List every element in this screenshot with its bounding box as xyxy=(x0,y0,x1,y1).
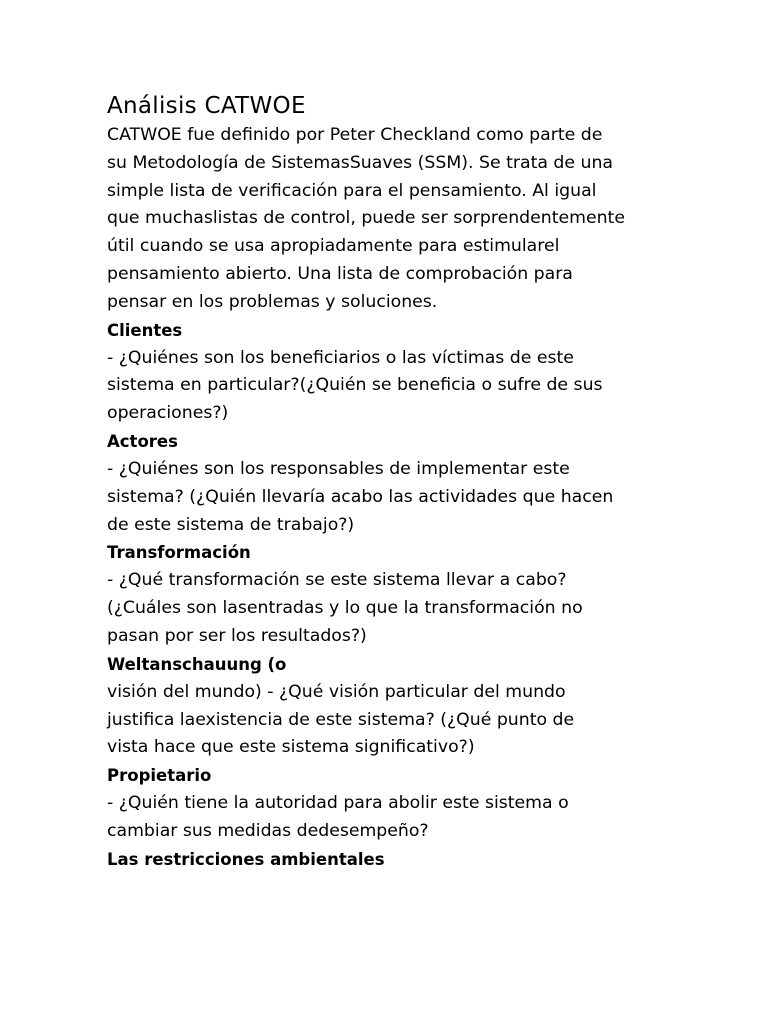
intro-line: simple lista de verificación para el pensamiento. Al igual xyxy=(107,180,597,201)
section-heading: Transformación xyxy=(107,543,251,563)
section-actores xyxy=(107,428,667,539)
section-line: - ¿Quiénes son los beneficiarios o las víctimas de este xyxy=(107,347,574,368)
section-heading: Weltanschauung (o xyxy=(107,654,287,674)
section-line: vista hace que este sistema significativo?) xyxy=(107,737,475,758)
section-line: visión del mundo) - ¿Qué visión particular del mundo xyxy=(107,681,566,702)
section-line: - ¿Quiénes son los responsables de implementar este xyxy=(107,458,570,479)
section-text xyxy=(107,679,667,762)
section-line: cambiar sus medidas dedesempeño? xyxy=(107,820,429,841)
intro-line: pensar en los problemas y soluciones. xyxy=(107,291,438,312)
section-text xyxy=(107,790,667,846)
section-heading: Clientes xyxy=(107,320,183,340)
intro-line: que muchaslistas de control, puede ser sorprendentemente xyxy=(107,208,625,229)
section-heading: Actores xyxy=(107,431,178,451)
document-title: Análisis CATWOE xyxy=(107,93,306,119)
section-text xyxy=(107,567,667,650)
section-line: (¿Cuáles son lasentradas y lo que la transformación no xyxy=(107,598,583,619)
document-body xyxy=(107,90,667,874)
section-line: - ¿Qué transformación se este sistema llevar a cabo? xyxy=(107,570,567,591)
section-heading: Propietario xyxy=(107,766,212,786)
intro-line: su Metodología de SistemasSuaves (SSM). Se trata de una xyxy=(107,152,614,173)
section-line: pasan por ser los resultados?) xyxy=(107,625,367,646)
section-transformacion xyxy=(107,539,667,650)
section-weltanschauung xyxy=(107,651,667,762)
section-line: operaciones?) xyxy=(107,403,229,424)
intro-paragraph xyxy=(107,122,667,317)
section-clientes xyxy=(107,317,667,428)
section-text xyxy=(107,345,667,428)
intro-line: CATWOE fue definido por Peter Checkland como parte de xyxy=(107,125,603,145)
section-text xyxy=(107,456,667,539)
intro-line: pensamiento abierto. Una lista de comprobación para xyxy=(107,263,573,284)
section-heading: Las restricciones ambientales xyxy=(107,849,385,869)
intro-line: útil cuando se usa apropiadamente para estimularel xyxy=(107,236,560,257)
section-line: de este sistema de trabajo?) xyxy=(107,514,355,535)
section-line: justifica laexistencia de este sistema? (¿Qué punto de xyxy=(107,709,575,730)
section-restricciones xyxy=(107,846,667,874)
section-line: sistema en particular?(¿Quién se beneficia o sufre de sus xyxy=(107,375,603,396)
section-propietario xyxy=(107,762,667,846)
section-line: sistema? (¿Quién llevaría acabo las actividades que hacen xyxy=(107,486,614,507)
section-line: - ¿Quién tiene la autoridad para abolir este sistema o xyxy=(107,793,569,814)
